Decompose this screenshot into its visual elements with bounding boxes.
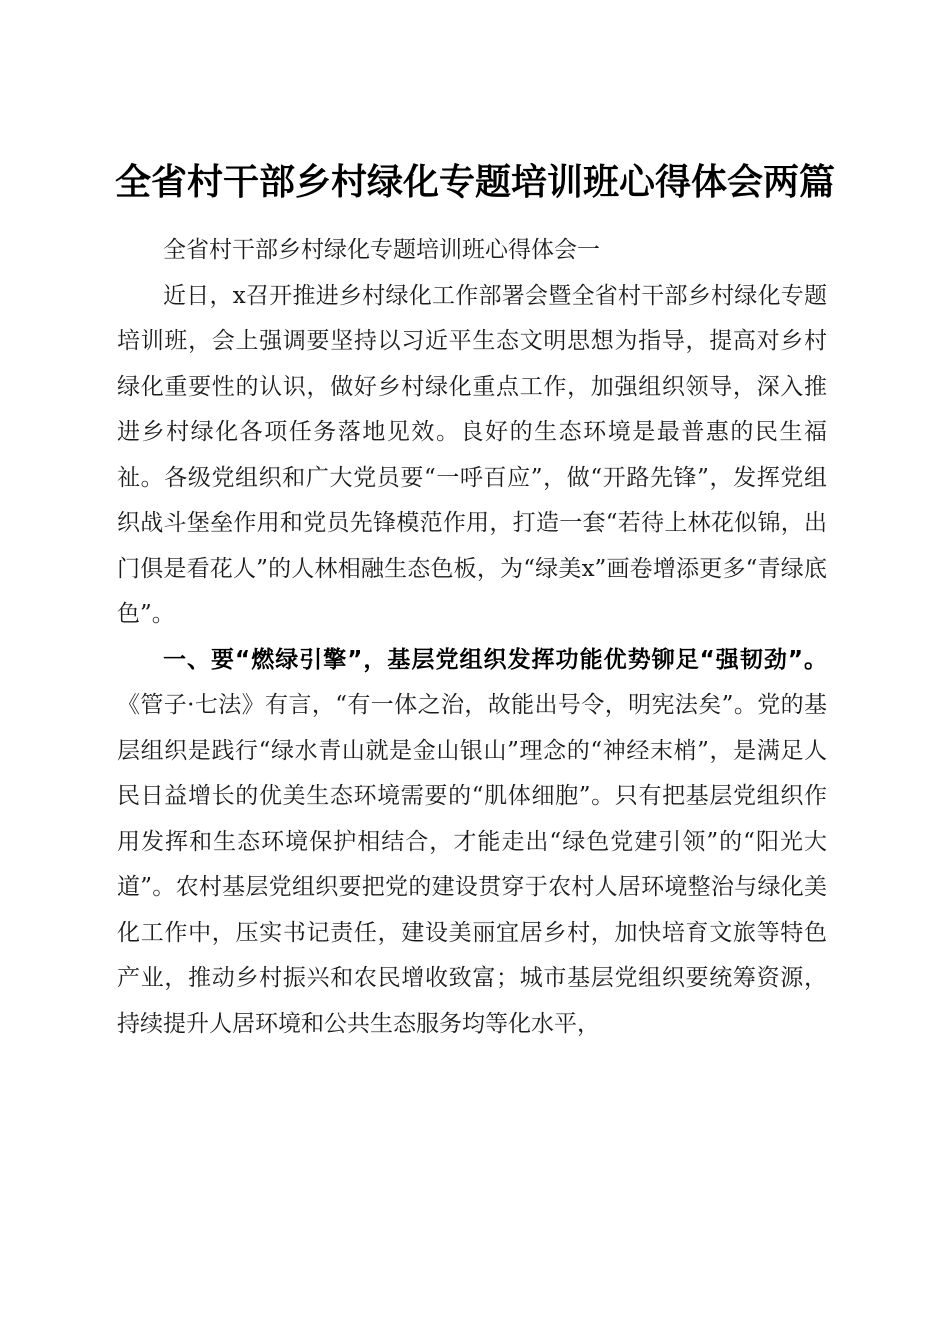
section-1-body: 《管子·七法》有言，“有一体之治，故能出号令，明宪法矣”。党的基层组织是践行“绿水青山就是金山银山”理念的“神经末梢”，是满足人民日益增长的优美生态环境需要的“肌体细胞”。只有把基层党组织作用发挥和生态环境保护相结合，才能走出“绿色党建引领”的“阳光大道”。农村基层党组织要把党的建设贯穿于农村人居环境整治与绿化美化工作中，压实书记责任，建设美丽宜居乡村，加快培育文旅等特色产业，推动乡村振兴和农民增收致富；城市基层党组织要统筹资源，持续提升人居环境和公共生态服务均等化水平， <box>117 692 827 1037</box>
paragraph-section-1 <box>117 638 827 1048</box>
section-1-heading: 一、要“燃绿引擎”，基层党组织发挥功能优势铆足“强韧劲”。 <box>163 646 827 673</box>
document-body <box>117 228 827 1047</box>
document-subtitle: 全省村干部乡村绿化专题培训班心得体会一 <box>163 237 600 263</box>
paragraph-intro: 近日，x召开推进乡村绿化工作部署会暨全省村干部乡村绿化专题培训班，会上强调要坚持以习近平生态文明思想为指导，提高对乡村绿化重要性的认识，做好乡村绿化重点工作，加强组织领导，深入推进乡村绿化各项任务落地见效。良好的生态环境是最普惠的民生福祉。各级党组织和广大党员要“一呼百应”，做“开路先锋”，发挥党组织战斗堡垒作用和党员先锋模范作用，打造一套“若待上林花似锦，出门俱是看花人”的人林相融生态色板，为“绿美x”画卷增添更多“青绿底色”。 <box>117 282 827 627</box>
document-title: 全省村干部乡村绿化专题培训班心得体会两篇 <box>114 161 835 204</box>
